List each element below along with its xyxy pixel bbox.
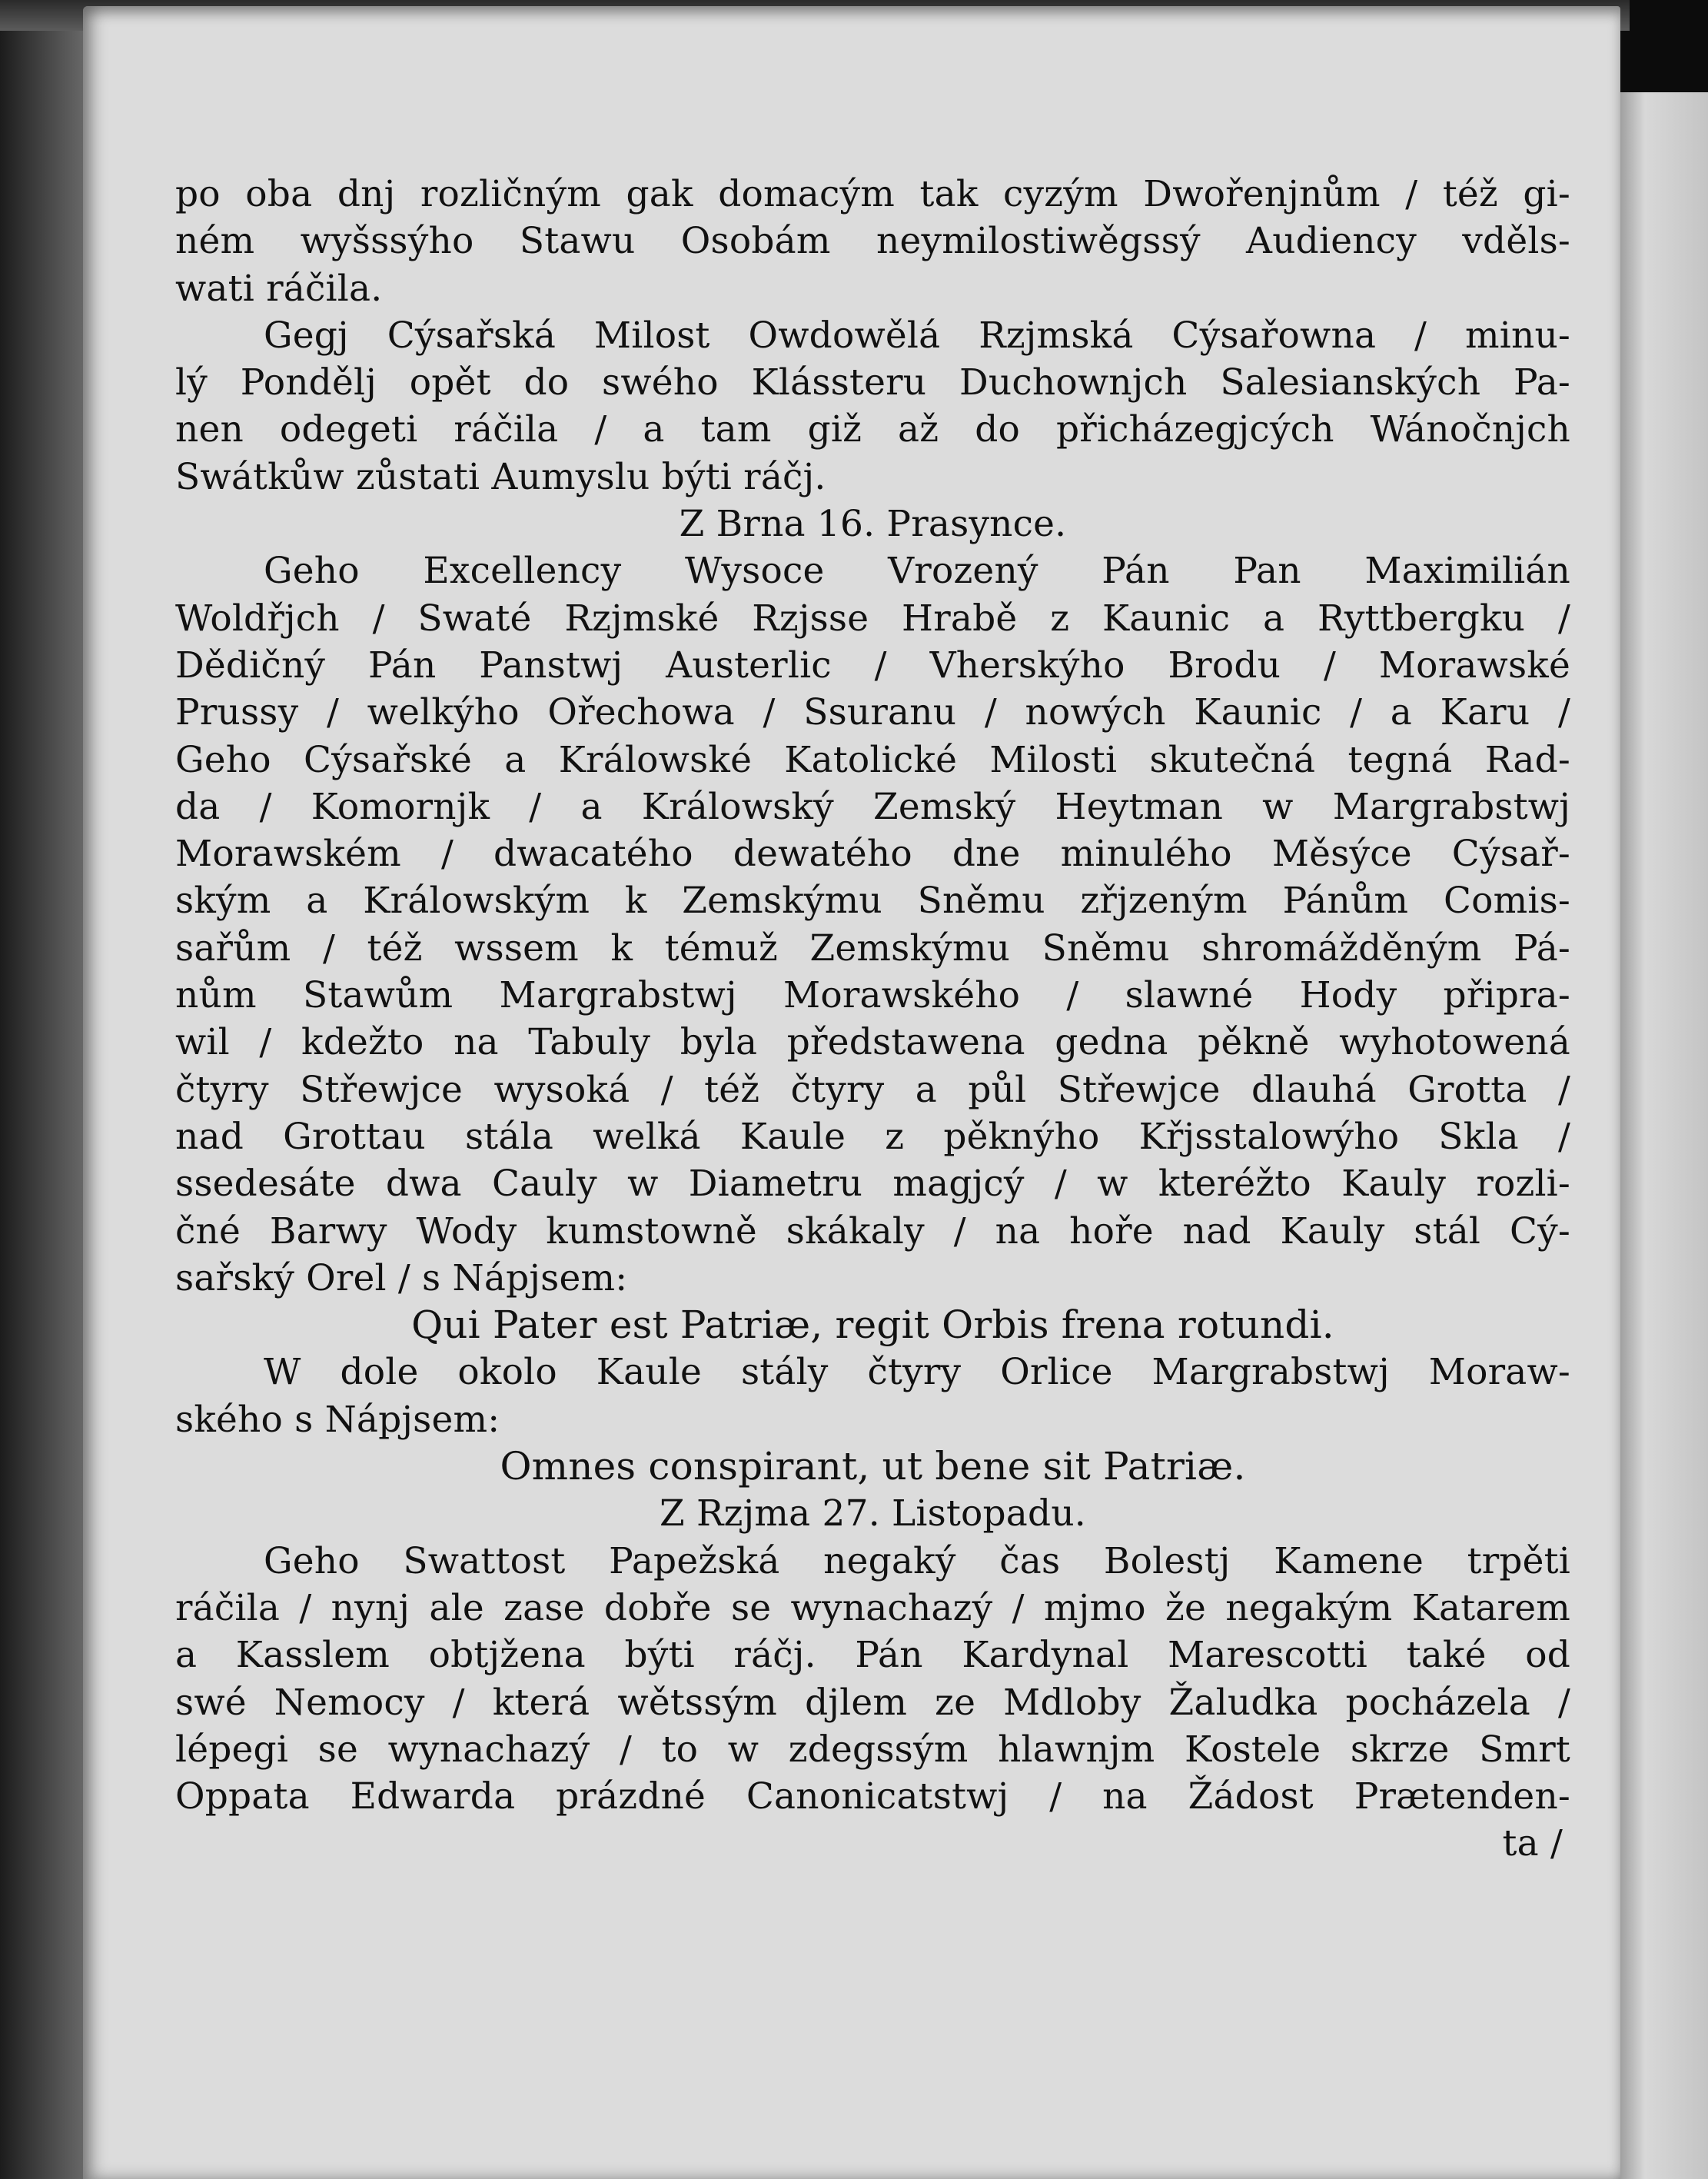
text-line: nen odegeti ráčila / a tam giž až do přicházegjcých Wánočnjch (175, 408, 1570, 451)
text-line: Gegj Cýsařská Milost Owdowělá Rzjmská Cýsařowna / minu- (264, 314, 1570, 357)
catchword: ta / (1502, 1822, 1563, 1865)
dateline-heading: Z Brna 16. Prasynce. (679, 503, 1067, 546)
text-line: a Kasslem obtjžena býti ráčj. Pán Kardynal Marescotti také od (175, 1634, 1570, 1677)
text-line: Dědičný Pán Panstwj Austerlic / Vherskýho Brodu / Morawské (175, 644, 1570, 687)
text-line: Geho Swattost Papežská negaký čas Bolestj Kamene trpěti (264, 1539, 1570, 1582)
text-line: Oppata Edwarda prázdné Canonicatstwj / na Žádost Prætenden- (175, 1775, 1570, 1818)
text-line: Geho Cýsařské a Králowské Katolické Milosti skutečná tegná Rad- (175, 738, 1570, 781)
text-line: ném wyšssýho Stawu Osobám neymilostiwěgssý Audiency vděls- (175, 220, 1570, 263)
text-line: wati ráčila. (175, 267, 383, 310)
text-line: Woldřjch / Swaté Rzjmské Rzjsse Hrabě z Kaunic a Ryttbergku / (175, 597, 1570, 640)
text-line: sařům / též wssem k témuž Zemskýmu Sněmu shromážděným Pá- (175, 926, 1570, 970)
text-line: Prussy / welkýho Ořechowa / Ssuranu / nowých Kaunic / a Karu / (175, 691, 1570, 734)
text-line: čtyry Střewjce wysoká / též čtyry a půl Střewjce dlauhá Grotta / (175, 1068, 1570, 1111)
page-text (175, 171, 1570, 1868)
text-line: ského s Nápjsem: (175, 1398, 500, 1441)
text-line: sařský Orel / s Nápjsem: (175, 1256, 628, 1299)
text-line: lépegi se wynachazý / to w zdegssým hlawnjm Kostele skrze Smrt (175, 1728, 1570, 1771)
text-line: da / Komornjk / a Králowský Zemský Heytman w Margrabstwj (175, 785, 1570, 828)
page-edge-right (1618, 92, 1708, 2179)
text-line: W dole okolo Kaule stály čtyry Orlice Margrabstwj Moraw- (264, 1351, 1570, 1394)
text-line: čné Barwy Wody kumstowně skákaly / na hoře nad Kauly stál Cý- (175, 1209, 1570, 1253)
text-line: ssedesáte dwa Cauly w Diametru magjcý / w kteréžto Kauly rozli- (175, 1163, 1570, 1206)
text-line: lý Pondělj opět do swého Klássteru Duchownjch Salesianských Pa- (175, 361, 1570, 404)
latin-inscription: Qui Pater est Patriæ, regit Orbis frena rotundi. (411, 1302, 1334, 1348)
text-line: Geho Excellency Wysoce Vrozený Pán Pan Maximilián (264, 550, 1570, 593)
dateline-heading: Z Rzjma 27. Listopadu. (660, 1492, 1086, 1535)
latin-inscription: Omnes conspirant, ut bene sit Patriæ. (500, 1444, 1246, 1489)
text-line: nům Stawům Margrabstwj Morawského / slawné Hody připra- (175, 974, 1570, 1017)
text-line: ráčila / nynj ale zase dobře se wynachazý / mjmo že negakým Katarem (175, 1586, 1570, 1629)
text-line: swé Nemocy / která wětssým djlem ze Mdloby Žaludka pocházela / (175, 1681, 1570, 1724)
text-line: nad Grottau stála welká Kaule z pěknýho Křjsstalowýho Skla / (175, 1115, 1570, 1158)
text-line: Morawském / dwacatého dewatého dne minulého Měsýce Cýsař- (175, 833, 1570, 876)
text-line: po oba dnj rozličným gak domacým tak cyzým Dwořenjnům / též gi- (175, 173, 1570, 215)
text-line: ským a Králowským k Zemskýmu Sněmu zřjzeným Pánům Comis- (175, 880, 1570, 923)
text-line: Swátkůw zůstati Aumyslu býti ráčj. (175, 455, 826, 498)
text-line: wil / kdežto na Tabuly byla předstawena gedna pěkně wyhotowená (175, 1021, 1570, 1064)
